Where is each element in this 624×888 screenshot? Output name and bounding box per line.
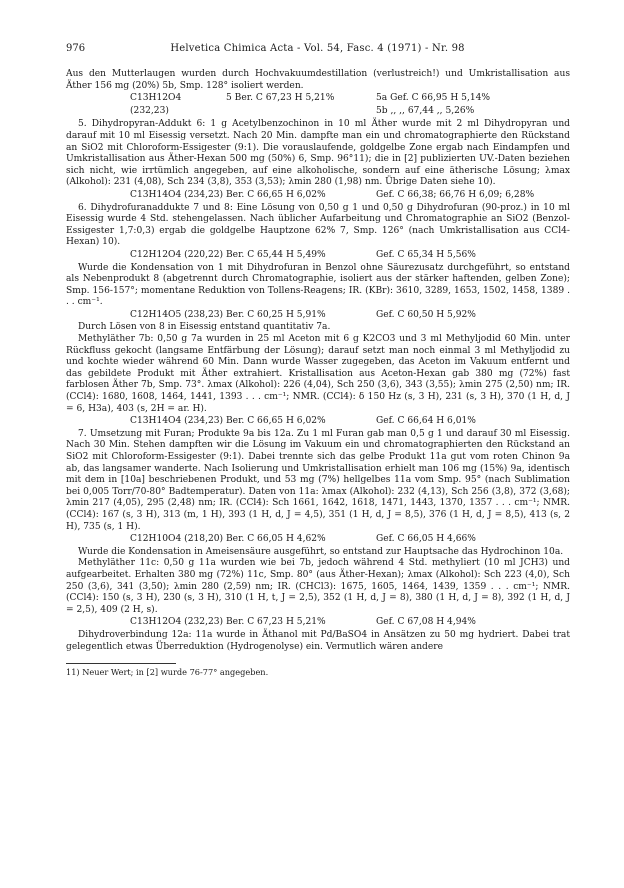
paragraph: Wurde die Kondensation in Ameisensäure ausgeführt, so entstand zur Hauptsache das Hydrochinon 10a.: [78, 546, 564, 557]
formula-cell: (232,23): [130, 105, 169, 116]
paragraph: Methyläther 11c: 0,50 g 11a wurden wie bei 7b, jedoch während 4 Std. methyliert (10 ml JCH3) und aufgearbeitet. Erhalten 380 mg (72%) 11c, Smp. 80° (aus Äther-Hexan); λmax (Alkohol): Sch 223 (4,0), Sch 250 (3,6), 341 (3,50); λmin 280 (2,59) nm; IR. (CHCl3): 1675, 1605, 1464, 1439, 1359 . . . cm⁻¹; NMR. (CCl4): 150 (s, 3 H), 230 (s, 3 H), 310 (1 H, t, J = 2,5), 352 (1 H, d, J = 8), 380 (1 H, d, J = 8), 392 (1 H, d, J = 2,5), 409 (2 H, s).: [66, 558, 570, 615]
calc-cell: Ber. C 65,44 H 5,49%: [226, 249, 326, 260]
page-number: 976: [66, 43, 86, 54]
paragraph: Dihydroverbindung 12a: 11a wurde in Äthanol mit Pd/BaSO4 in Ansätzen zu 50 mg hydriert. Dabei trat gelegentlich etwas Überreduktion (Hydrogenolyse) ein. Vermutlich wären andere: [66, 629, 570, 652]
found-cell: 5a Gef. C 66,95 H 5,14%: [376, 93, 491, 104]
analysis-row: [66, 310, 570, 322]
paragraph: Wurde die Kondensation von 1 mit Dihydrofuran in Benzol ohne Säurezusatz durchgeführt, so entstand als Nebenprodukt 8 (abgetrennt durch Chromatographie, isoliert aus der stärker haftenden, gelben Zone); Smp. 156-157°; momentane Reduktion von Tollens-Reagens; IR. (KBr): 3610, 3289, 1653, 1502, 1458, 1389 . . . cm⁻¹.: [66, 262, 570, 308]
formula-cell: C13H14O4 (234,23): [130, 416, 224, 427]
analysis-row: [66, 250, 570, 262]
paragraph: Methyläther 7b: 0,50 g 7a wurden in 25 ml Aceton mit 6 g K2CO3 und 3 ml Methyljodid 60 Min. unter Rückfluss gekocht (langsame Entfärbung der Lösung); darauf setzt man noch einmal 3 ml Methyljodid zu und kochte wieder während 60 Min. Dann wurde Wasser zugegeben, das Aceton im Vakuum entfernt und das gebildete Produkt mit Äther extrahiert. Kristallisation aus Aceton-Hexan gab 380 mg (72%) fast farblosen Äther 7b, Smp. 73°. λmax (Alkohol): 226 (4,04), Sch 250 (3,6), 343 (3,55); λmin 275 (2,50) nm; IR. (CCl4): 1680, 1608, 1464, 1441, 1393 . . . cm⁻¹; NMR. (CCl4): δ 150 Hz (s, 3 H), 231 (s, 3 H), 370 (1 H, d, J = 6, H3a), 403 (s, 2H = ar. H).: [66, 334, 570, 414]
footnote: 11) Neuer Wert; in [2] wurde 76-77° angegeben.: [66, 667, 269, 678]
formula-cell: C13H12O4 (232,23): [130, 617, 224, 628]
journal-title: Helvetica Chimica Acta - Vol. 54, Fasc. 4 (1971) - Nr. 98: [170, 43, 465, 54]
running-header: [66, 43, 570, 55]
found-cell: Gef. C 65,34 H 5,56%: [376, 249, 476, 260]
analysis-row: [66, 617, 570, 629]
paragraph: Aus den Mutterlaugen wurden durch Hochvakuumdestillation (verlustreich!) und Umkristallisation aus Äther 156 mg (20%) 5b, Smp. 128° isoliert werden.: [66, 69, 570, 91]
calc-cell: Ber. C 67,23 H 5,21%: [226, 617, 326, 628]
found-cell: Gef. C 67,08 H 4,94%: [376, 617, 476, 628]
paragraph: 7. Umsetzung mit Furan; Produkte 9a bis 12a. Zu 1 ml Furan gab man 0,5 g 1 und darauf 30 ml Eisessig. Nach 30 Min. Stehen dampften wir die Lösung im Vakuum ein und chromatographierten den Rückstand an SiO2 mit Chloroform-Essigester (9:1). Dabei trennte sich das gelbe Produkt 11a gut vom roten Chinon 9a ab, das langsamer wanderte. Nach Isolierung und Umkristallisation erhielt man 106 mg (15%) 9a, identisch mit dem in [10a] beschriebenen Produkt, und 53 mg (7%) hellgelbes 11a vom Smp. 95° (nach Sublimation bei 0,005 Torr/70-80° Badtemperatur). Daten von 11a: λmax (Alkohol): 232 (4,13), Sch 256 (3,8), 372 (3,68); λmin 217 (4,05), 295 (2,48) nm; IR. (CCl4): Sch 1661, 1642, 1618, 1471, 1443, 1370, 1357 . . . cm⁻¹; NMR. (CCl4): 167 (s, 3 H), 313 (m, 1 H), 393 (1 H, d, J = 4,5), 351 (1 H, d, J = 8,5), 376 (1 H, d, J = 8,5), 413 (s, 2 H), 735 (s, 1 H).: [66, 428, 570, 532]
paragraph: Durch Lösen von 8 in Eisessig entstand quantitativ 7a.: [78, 322, 331, 333]
paragraph: 5. Dihydropyran-Addukt 6: 1 g Acetylbenzochinon in 10 ml Äther wurde mit 2 ml Dihydropyran und darauf mit 10 ml Eisessig versetzt. Nach 20 Min. dampfte man ein und chromatographierte den Rückstand an SiO2 mit Chloroform-Essigester (9:1). Die vorauslaufende, goldgelbe Zone ergab nach Eindampfen und Umkristallisation aus Äther-Hexan 500 mg (50%) 6, Smp. 96°11); die in [2] publizierten UV.-Daten beziehen sich nicht, wie irrtümlich angegeben, auf eine alkoholische, sondern auf eine ätherische Lösung; λmax (Alkohol): 231 (4,08), Sch 234 (3,8), 353 (3,53); λmin 280 (1,98) nm. Übrige Daten siehe 10).: [66, 119, 570, 188]
page-body: [66, 69, 570, 653]
calc-cell: Ber. C 66,05 H 4,62%: [226, 534, 326, 545]
analysis-row: [66, 106, 570, 118]
calc-cell: Ber. C 66,65 H 6,02%: [226, 189, 326, 200]
formula-cell: C13H14O4 (234,23): [130, 189, 224, 200]
found-cell: 5b ,, ,, 67,44 ,, 5,26%: [376, 105, 475, 116]
analysis-row: [66, 93, 570, 105]
found-cell: Gef. C 66,05 H 4,66%: [376, 534, 476, 545]
calc-cell: Ber. C 60,25 H 5,91%: [226, 309, 326, 320]
found-cell: Gef. C 60,50 H 5,92%: [376, 309, 476, 320]
calc-cell: 5 Ber. C 67,23 H 5,21%: [226, 93, 335, 104]
found-cell: Gef. C 66,38; 66,76 H 6,09; 6,28%: [376, 189, 535, 200]
analysis-row: [66, 190, 570, 202]
formula-cell: C13H12O4: [130, 93, 182, 104]
footnote-rule: [66, 663, 176, 664]
calc-cell: [226, 106, 376, 118]
formula-cell: C12H12O4 (220,22): [130, 249, 224, 260]
calc-cell: Ber. C 66,65 H 6,02%: [226, 416, 326, 427]
formula-cell: C12H10O4 (218,20): [130, 534, 224, 545]
formula-cell: C12H14O5 (238,23): [130, 309, 224, 320]
found-cell: Gef. C 66,64 H 6,01%: [376, 416, 476, 427]
paragraph: 6. Dihydrofuranaddukte 7 und 8: Eine Lösung von 0,50 g 1 und 0,50 g Dihydrofuran (90-proz.) in 10 ml Eisessig wurde 4 Std. stehengelassen. Nach üblicher Aufarbeitung und Chromatographie an SiO2 (Benzol-Essigester 1,7:0,3) ergab die goldgelbe Hauptzone 62% 7, Smp. 126° (nach Umkristallisation aus CCl4-Hexan) 10).: [66, 202, 570, 248]
analysis-row: [66, 534, 570, 546]
analysis-row: [66, 416, 570, 428]
